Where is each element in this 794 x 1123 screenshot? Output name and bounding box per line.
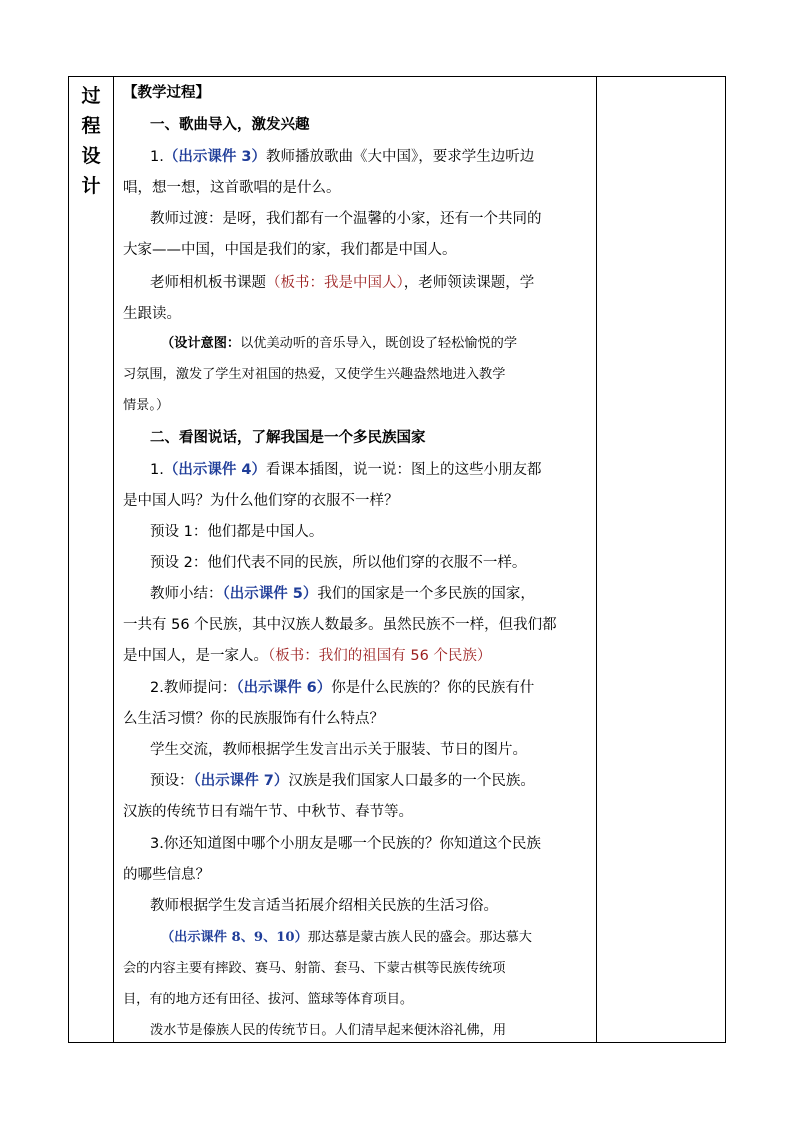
paragraph: 学生交流，教师根据学生发言出示关于服装、节日的图片。 — [150, 742, 527, 758]
paragraph: 1.（出示课件 4）看课本插图，说一说：图上的这些小朋友都 — [150, 462, 542, 478]
paragraph: 2.教师提问：（出示课件 6）你是什么民族的？你的民族有什 — [150, 680, 535, 696]
paragraph: 大家——中国，中国是我们的家，我们都是中国人。 — [123, 242, 457, 258]
paragraph: 汉族的传统节日有端午节、中秋节、春节等。 — [123, 804, 413, 820]
section-header: 【教学过程】 — [123, 85, 210, 101]
paragraph: 是中国人吗？为什么他们穿的衣服不一样？ — [123, 493, 399, 509]
paragraph: （出示课件 8、9、10）那达慕是蒙古族人民的盛会。那达慕大 — [161, 930, 532, 945]
paragraph: 教师小结：（出示课件 5）我们的国家是一个多民族的国家， — [150, 586, 535, 602]
section-title: 一、歌曲导入，激发兴趣 — [150, 117, 310, 133]
paragraph: 预设：（出示课件 7）汉族是我们国家人口最多的一个民族。 — [150, 773, 535, 789]
design-intent: 习氛围，激发了学生对祖国的热爱，又使学生兴趣盎然地进入教学 — [123, 367, 506, 382]
paragraph: 预设 2：他们代表不同的民族，所以他们穿的衣服不一样。 — [150, 555, 527, 571]
paragraph: 泼水节是傣族人民的传统节日。人们清早起来便沐浴礼佛，用 — [150, 1023, 507, 1038]
paragraph: 教师根据学生发言适当拓展介绍相关民族的生活习俗。 — [150, 898, 498, 914]
paragraph: 生跟读。 — [123, 306, 181, 322]
paragraph: 3.你还知道图中哪个小朋友是哪一个民族的？你知道这个民族 — [150, 836, 541, 852]
section-title: 二、看图说话，了解我国是一个多民族国家 — [150, 430, 426, 446]
lesson-table — [68, 76, 726, 1043]
paragraph: 么生活习惯？你的民族服饰有什么特点？ — [123, 711, 384, 727]
paragraph: 唱，想一想，这首歌唱的是什么。 — [123, 180, 341, 196]
paragraph: 一共有 56 个民族，其中汉族人数最多。虽然民族不一样，但我们都 — [123, 617, 557, 633]
paragraph: 的哪些信息？ — [123, 867, 210, 883]
paragraph: 教师过渡：是呀，我们都有一个温馨的小家，还有一个共同的 — [150, 211, 542, 227]
design-intent: 情景。） — [123, 398, 170, 413]
paragraph: 预设 1：他们都是中国人。 — [150, 524, 324, 540]
paragraph: 目，有的地方还有田径、拔河、篮球等体育项目。 — [123, 992, 414, 1007]
paragraph: 会的内容主要有摔跤、赛马、射箭、套马、下蒙古棋等民族传统项 — [123, 961, 506, 976]
column-divider — [113, 77, 114, 1042]
design-intent: （设计意图：以优美动听的音乐导入，既创设了轻松愉悦的学 — [161, 336, 518, 351]
paragraph: 老师相机板书课题（板书：我是中国人），老师领读课题，学 — [150, 275, 535, 291]
paragraph: 1.（出示课件 3）教师播放歌曲《大中国》，要求学生边听边 — [150, 149, 535, 165]
column-divider — [596, 77, 597, 1042]
paragraph: 是中国人，是一家人。（板书：我们的祖国有 56 个民族） — [123, 648, 492, 664]
process-design-label: 过 程 设 计 — [81, 85, 101, 197]
